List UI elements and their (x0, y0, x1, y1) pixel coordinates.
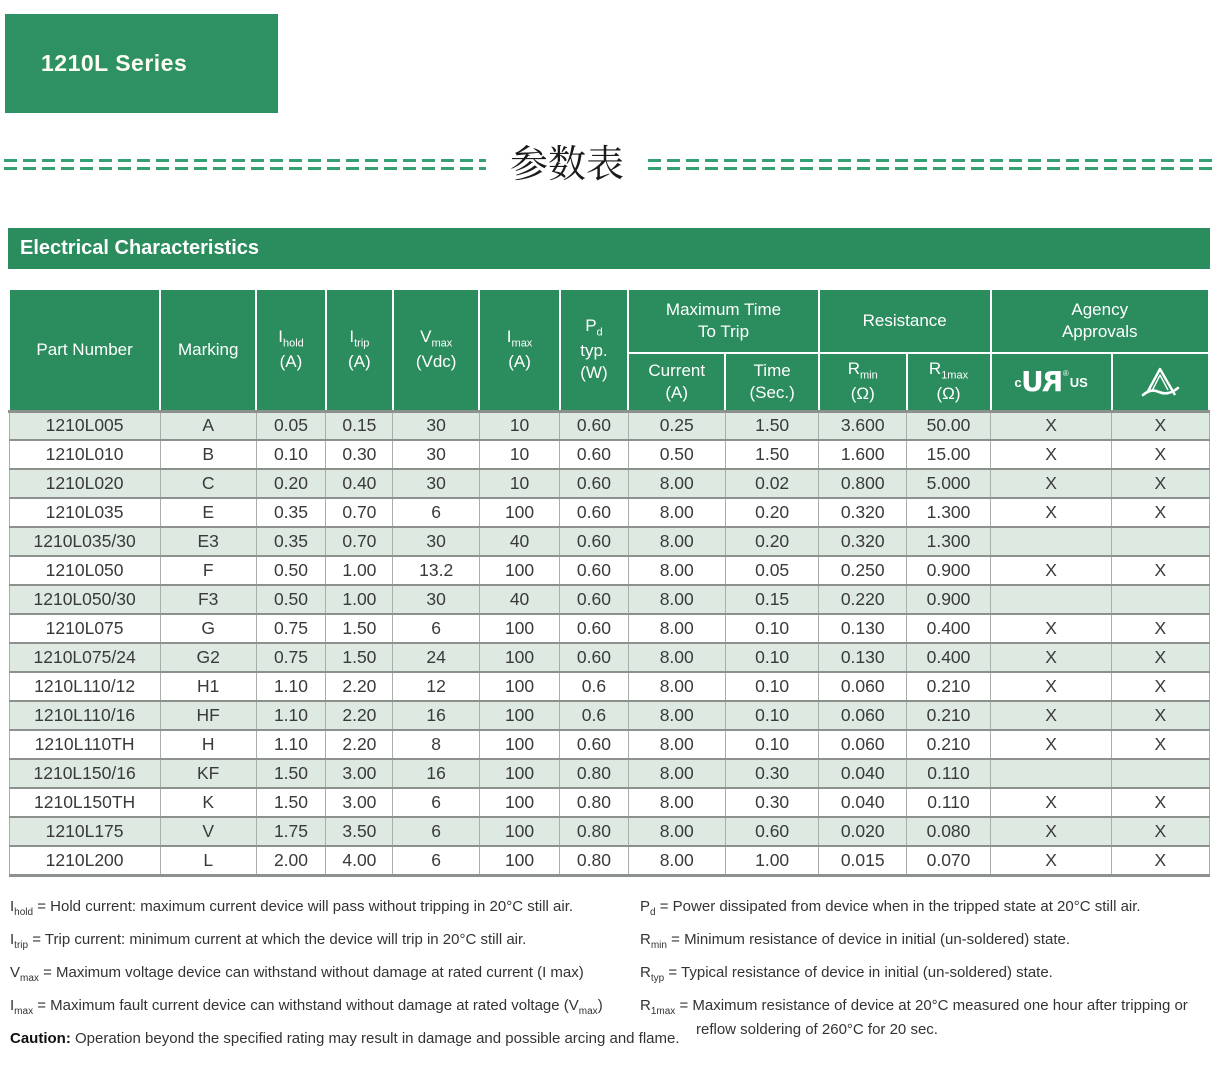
cell-trip-time: 0.20 (725, 498, 819, 527)
cell-ul-approval: X (991, 672, 1112, 701)
col-header-trip-time: Time (Sec.) (725, 353, 819, 411)
col-header-p-d: $P_d$ typ. (W) (560, 289, 628, 411)
cell-i-max: 40 (479, 527, 559, 556)
table-row (9, 846, 1209, 875)
table-row (9, 701, 1209, 730)
cell-ul-approval: X (991, 411, 1112, 440)
cell-v-max: 13.2 (393, 556, 479, 585)
cell-part-number: 1210L010 (9, 440, 160, 469)
cell-i-max: 10 (479, 440, 559, 469)
cell-i-hold: 1.50 (256, 788, 326, 817)
cell-trip-current: 8.00 (628, 672, 725, 701)
cell-trip-time: 0.60 (725, 817, 819, 846)
cell-trip-current: 0.25 (628, 411, 725, 440)
cell-p-d: 0.60 (560, 614, 628, 643)
cell-i-max: 100 (479, 817, 559, 846)
cell-r-1max: 0.210 (907, 672, 991, 701)
cell-i-max: 100 (479, 672, 559, 701)
cell-v-max: 8 (393, 730, 479, 759)
cell-i-trip: 0.15 (326, 411, 393, 440)
cell-r-min: 0.040 (819, 759, 907, 788)
cell-i-max: 100 (479, 788, 559, 817)
footnotes-left (10, 898, 622, 1030)
cell-r-min: 0.060 (819, 672, 907, 701)
cell-trip-time: 0.20 (725, 527, 819, 556)
cell-v-max: 6 (393, 846, 479, 875)
cell-i-trip: 2.20 (326, 730, 393, 759)
cell-i-hold: 0.75 (256, 643, 326, 672)
cell-trip-time: 0.05 (725, 556, 819, 585)
cell-trip-time: 0.30 (725, 759, 819, 788)
cell-triangle-approval: X (1112, 672, 1209, 701)
cell-trip-current: 8.00 (628, 846, 725, 875)
cell-i-hold: 1.10 (256, 672, 326, 701)
cell-trip-current: 8.00 (628, 469, 725, 498)
cell-trip-current: 8.00 (628, 817, 725, 846)
dashed-rule-right (648, 159, 1218, 170)
col-header-marking: Marking (160, 289, 256, 411)
cell-trip-time: 0.30 (725, 788, 819, 817)
table-row (9, 817, 1209, 846)
cell-i-max: 100 (479, 846, 559, 875)
footnote-i-max: $I_{max}$ = Maximum fault current device can withstand without damage at rated voltage $(V_{max})$ (10, 997, 603, 1017)
cell-marking: E3 (160, 527, 256, 556)
cell-i-trip: 3.00 (326, 759, 393, 788)
cell-i-trip: 2.20 (326, 672, 393, 701)
cell-r-1max: 15.00 (907, 440, 991, 469)
cell-r-min: 0.060 (819, 730, 907, 759)
cell-p-d: 0.60 (560, 556, 628, 585)
col-header-r-min: $R_{min}$ (Ω) (819, 353, 907, 411)
cell-part-number: 1210L150/16 (9, 759, 160, 788)
cell-trip-current: 0.50 (628, 440, 725, 469)
cell-part-number: 1210L110/12 (9, 672, 160, 701)
cell-i-max: 100 (479, 614, 559, 643)
table-row (9, 556, 1209, 585)
cell-r-min: 0.015 (819, 846, 907, 875)
cell-marking: G2 (160, 643, 256, 672)
cell-i-hold: 0.05 (256, 411, 326, 440)
cell-r-1max: 0.900 (907, 585, 991, 614)
cell-ul-approval: X (991, 643, 1112, 672)
cell-i-trip: 1.00 (326, 556, 393, 585)
cell-p-d: 0.60 (560, 643, 628, 672)
section-title-cn: 参数表 (510, 142, 625, 186)
cell-r-1max: 0.110 (907, 788, 991, 817)
cell-r-min: 0.250 (819, 556, 907, 585)
cell-ul-approval (991, 527, 1112, 556)
cell-i-trip: 0.70 (326, 498, 393, 527)
cell-i-max: 10 (479, 411, 559, 440)
group-header-agency-approvals: Agency Approvals (991, 289, 1210, 353)
cell-ul-approval: X (991, 817, 1112, 846)
cell-p-d: 0.80 (560, 817, 628, 846)
table-row (9, 498, 1209, 527)
col-header-r-1max: $R_{1max}$ (Ω) (907, 353, 991, 411)
cell-p-d: 0.60 (560, 527, 628, 556)
cell-ul-approval: X (991, 469, 1112, 498)
cell-i-hold: 1.75 (256, 817, 326, 846)
table-row (9, 614, 1209, 643)
cell-v-max: 6 (393, 614, 479, 643)
table-row (9, 788, 1209, 817)
group-header-resistance: Resistance (819, 289, 991, 353)
cell-trip-time: 0.10 (725, 672, 819, 701)
table-row (9, 759, 1209, 788)
cell-i-max: 100 (479, 701, 559, 730)
cell-marking: C (160, 469, 256, 498)
cell-v-max: 30 (393, 585, 479, 614)
cell-triangle-approval: X (1112, 730, 1209, 759)
cell-r-min: 1.600 (819, 440, 907, 469)
cell-p-d: 0.80 (560, 759, 628, 788)
cell-marking: A (160, 411, 256, 440)
cell-r-1max: 0.900 (907, 556, 991, 585)
caution-text: Operation beyond the specified rating may result in damage and possible arcing and flame. (70, 1030, 680, 1047)
table-header (9, 289, 1209, 411)
cell-triangle-approval: X (1112, 614, 1209, 643)
cell-triangle-approval: X (1112, 411, 1209, 440)
cell-i-trip: 4.00 (326, 846, 393, 875)
cell-p-d: 0.60 (560, 411, 628, 440)
cell-r-1max: 0.210 (907, 730, 991, 759)
footnote-v-max: $V_{max}$ = Maximum voltage device can withstand without damage at rated current (I max) (10, 964, 584, 984)
cell-triangle-approval: X (1112, 846, 1209, 875)
cell-i-trip: 2.20 (326, 701, 393, 730)
dashed-rule-left (4, 159, 486, 170)
cell-v-max: 6 (393, 788, 479, 817)
caution-label: Caution: (10, 1030, 71, 1047)
cell-marking: F (160, 556, 256, 585)
cell-r-min: 0.130 (819, 614, 907, 643)
cell-p-d: 0.60 (560, 469, 628, 498)
cell-marking: B (160, 440, 256, 469)
table-row (9, 585, 1209, 614)
cell-r-1max: 1.300 (907, 527, 991, 556)
table-title: Electrical Characteristics (20, 237, 260, 259)
cell-trip-current: 8.00 (628, 556, 725, 585)
cell-r-min: 0.320 (819, 527, 907, 556)
cell-i-hold: 0.35 (256, 527, 326, 556)
footnote-r-typ: $R_{typ}$ = Typical resistance of device in initial (un-soldered) state. (640, 964, 1053, 984)
cell-trip-time: 0.10 (725, 614, 819, 643)
col-header-trip-current: Current (A) (628, 353, 725, 411)
cell-part-number: 1210L110TH (9, 730, 160, 759)
cell-i-trip: 0.70 (326, 527, 393, 556)
cell-part-number: 1210L005 (9, 411, 160, 440)
cell-v-max: 30 (393, 527, 479, 556)
cell-v-max: 6 (393, 817, 479, 846)
cell-triangle-approval: X (1112, 817, 1209, 846)
footnote-i-hold: $I_{hold}$ = Hold current: maximum current device will pass without tripping in 20°C still air. (10, 898, 574, 918)
cell-v-max: 12 (393, 672, 479, 701)
cell-p-d: 0.60 (560, 440, 628, 469)
col-header-i-max: $I_{max}$ (A) (479, 289, 559, 411)
cell-p-d: 0.60 (560, 730, 628, 759)
table-row (9, 411, 1209, 440)
col-header-i-hold: $I_{hold}$ (A) (256, 289, 326, 411)
cell-p-d: 0.60 (560, 585, 628, 614)
electrical-characteristics-table (8, 288, 1210, 877)
cell-trip-current: 8.00 (628, 614, 725, 643)
cell-triangle-approval (1112, 527, 1209, 556)
cell-i-hold: 1.50 (256, 759, 326, 788)
cell-i-max: 10 (479, 469, 559, 498)
table-row (9, 643, 1209, 672)
cell-triangle-approval: X (1112, 701, 1209, 730)
table-row (9, 469, 1209, 498)
cell-r-1max: 0.210 (907, 701, 991, 730)
cell-r-min: 0.130 (819, 643, 907, 672)
cell-i-hold: 0.35 (256, 498, 326, 527)
cell-i-trip: 0.40 (326, 469, 393, 498)
table-body (9, 411, 1209, 875)
cell-trip-time: 0.10 (725, 730, 819, 759)
cell-marking: K (160, 788, 256, 817)
cell-v-max: 16 (393, 759, 479, 788)
cell-trip-time: 0.15 (725, 585, 819, 614)
cell-part-number: 1210L050 (9, 556, 160, 585)
cell-r-min: 0.220 (819, 585, 907, 614)
cell-trip-time: 0.10 (725, 643, 819, 672)
cell-r-1max: 0.070 (907, 846, 991, 875)
cell-r-1max: 0.080 (907, 817, 991, 846)
cell-trip-time: 1.50 (725, 411, 819, 440)
cell-triangle-approval (1112, 585, 1209, 614)
cell-ul-approval (991, 759, 1112, 788)
cell-v-max: 16 (393, 701, 479, 730)
series-banner (5, 14, 278, 113)
cell-r-min: 0.800 (819, 469, 907, 498)
cell-triangle-approval: X (1112, 498, 1209, 527)
cell-ul-approval: X (991, 498, 1112, 527)
cell-ul-approval: X (991, 440, 1112, 469)
cell-trip-time: 1.50 (725, 440, 819, 469)
cell-part-number: 1210L020 (9, 469, 160, 498)
col-header-ul-approval (991, 353, 1112, 411)
cell-i-hold: 0.50 (256, 556, 326, 585)
cell-v-max: 30 (393, 411, 479, 440)
cell-i-hold: 2.00 (256, 846, 326, 875)
table-row (9, 730, 1209, 759)
cell-trip-time: 1.00 (725, 846, 819, 875)
caution-note (10, 1030, 680, 1047)
cell-v-max: 6 (393, 498, 479, 527)
cell-i-hold: 0.50 (256, 585, 326, 614)
cell-i-trip: 1.00 (326, 585, 393, 614)
cell-trip-current: 8.00 (628, 759, 725, 788)
triangle-cert-icon (1138, 364, 1182, 400)
cell-i-trip: 3.00 (326, 788, 393, 817)
cell-r-1max: 5.000 (907, 469, 991, 498)
footnote-r-1max: $R_{1max}$ = Maximum resistance of device at 20°C measured one hour after tripping or reflow soldering of 260°C for 20 sec. (640, 997, 1188, 1038)
cell-r-1max: 0.400 (907, 643, 991, 672)
table-row (9, 440, 1209, 469)
col-header-triangle-approval (1112, 353, 1209, 411)
cell-trip-current: 8.00 (628, 730, 725, 759)
cell-marking: L (160, 846, 256, 875)
cell-r-min: 0.040 (819, 788, 907, 817)
cell-i-max: 100 (479, 643, 559, 672)
cell-part-number: 1210L175 (9, 817, 160, 846)
cell-ul-approval: X (991, 556, 1112, 585)
cell-part-number: 1210L200 (9, 846, 160, 875)
cell-ul-approval: X (991, 788, 1112, 817)
cell-i-max: 100 (479, 498, 559, 527)
col-header-v-max: $V_{max}$ (Vdc) (393, 289, 479, 411)
cell-part-number: 1210L035 (9, 498, 160, 527)
cell-marking: HF (160, 701, 256, 730)
cell-triangle-approval: X (1112, 440, 1209, 469)
cell-i-trip: 0.30 (326, 440, 393, 469)
cell-v-max: 30 (393, 440, 479, 469)
cell-v-max: 30 (393, 469, 479, 498)
cell-i-max: 100 (479, 730, 559, 759)
cell-ul-approval: X (991, 846, 1112, 875)
cell-trip-current: 8.00 (628, 527, 725, 556)
table-row (9, 672, 1209, 701)
cell-part-number: 1210L075/24 (9, 643, 160, 672)
col-header-part-number: Part Number (9, 289, 160, 411)
cell-p-d: 0.80 (560, 788, 628, 817)
cell-marking: E (160, 498, 256, 527)
cell-v-max: 24 (393, 643, 479, 672)
table-row (9, 527, 1209, 556)
cell-i-hold: 0.10 (256, 440, 326, 469)
cell-ul-approval: X (991, 730, 1112, 759)
footnote-i-trip: $I_{trip}$ = Trip current: minimum current at which the device will trip in 20°C still air. (10, 931, 527, 951)
cell-triangle-approval: X (1112, 643, 1209, 672)
cell-r-min: 3.600 (819, 411, 907, 440)
section-title-band (4, 138, 1218, 190)
cell-part-number: 1210L035/30 (9, 527, 160, 556)
cell-part-number: 1210L150TH (9, 788, 160, 817)
cell-ul-approval (991, 585, 1112, 614)
cell-trip-current: 8.00 (628, 788, 725, 817)
col-header-i-trip: $I_{trip}$ (A) (326, 289, 393, 411)
parameters-table (8, 288, 1210, 877)
cell-r-min: 0.060 (819, 701, 907, 730)
cell-p-d: 0.60 (560, 498, 628, 527)
cell-r-min: 0.020 (819, 817, 907, 846)
cell-r-1max: 0.400 (907, 614, 991, 643)
cell-trip-time: 0.10 (725, 701, 819, 730)
ul-recognized-icon: c RU ® US (1014, 364, 1088, 398)
cell-i-hold: 0.75 (256, 614, 326, 643)
cell-i-hold: 1.10 (256, 730, 326, 759)
cell-marking: H1 (160, 672, 256, 701)
cell-part-number: 1210L110/16 (9, 701, 160, 730)
cell-r-1max: 50.00 (907, 411, 991, 440)
cell-i-trip: 1.50 (326, 614, 393, 643)
cell-trip-current: 8.00 (628, 643, 725, 672)
cell-trip-time: 0.02 (725, 469, 819, 498)
cell-p-d: 0.6 (560, 672, 628, 701)
cell-trip-current: 8.00 (628, 585, 725, 614)
cell-triangle-approval: X (1112, 469, 1209, 498)
footnote-r-min: $R_{min}$ = Minimum resistance of device in initial (un-soldered) state. (640, 931, 1071, 951)
footnote-p-d: $P_d$ = Power dissipated from device when in the tripped state at 20°C still air. (640, 898, 1141, 918)
group-header-max-time-to-trip: Maximum Time To Trip (628, 289, 819, 353)
cell-marking: KF (160, 759, 256, 788)
cell-triangle-approval: X (1112, 556, 1209, 585)
series-banner-label: 1210L Series (41, 50, 188, 76)
cell-marking: F3 (160, 585, 256, 614)
cell-part-number: 1210L075 (9, 614, 160, 643)
cell-ul-approval: X (991, 701, 1112, 730)
cell-ul-approval: X (991, 614, 1112, 643)
cell-i-trip: 3.50 (326, 817, 393, 846)
cell-triangle-approval: X (1112, 788, 1209, 817)
cell-i-max: 40 (479, 585, 559, 614)
cell-i-hold: 1.10 (256, 701, 326, 730)
cell-i-trip: 1.50 (326, 643, 393, 672)
cell-p-d: 0.80 (560, 846, 628, 875)
cell-r-min: 0.320 (819, 498, 907, 527)
cell-p-d: 0.6 (560, 701, 628, 730)
cell-trip-current: 8.00 (628, 701, 725, 730)
cell-i-max: 100 (479, 556, 559, 585)
cell-marking: V (160, 817, 256, 846)
cell-r-1max: 1.300 (907, 498, 991, 527)
cell-marking: G (160, 614, 256, 643)
cell-i-max: 100 (479, 759, 559, 788)
cell-marking: H (160, 730, 256, 759)
cell-trip-current: 8.00 (628, 498, 725, 527)
cell-part-number: 1210L050/30 (9, 585, 160, 614)
table-title-bar (8, 228, 1210, 269)
cell-triangle-approval (1112, 759, 1209, 788)
cell-r-1max: 0.110 (907, 759, 991, 788)
cell-i-hold: 0.20 (256, 469, 326, 498)
footnotes-right (640, 898, 1218, 1048)
